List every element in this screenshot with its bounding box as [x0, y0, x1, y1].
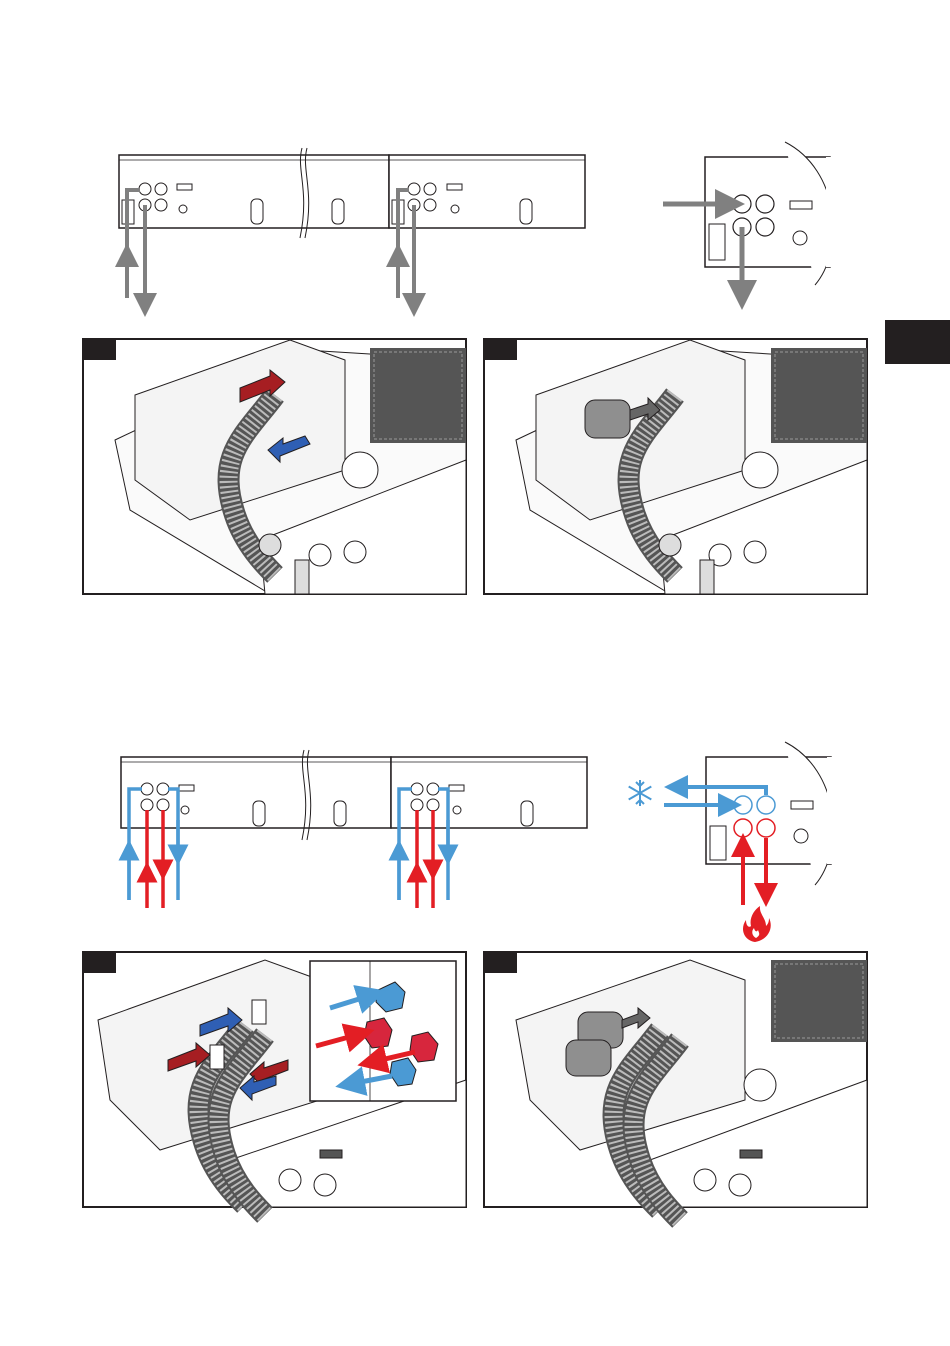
panel-number-badge — [484, 339, 517, 360]
valve-actuator-heating — [566, 1040, 611, 1076]
two-pipe-connection-detail — [663, 142, 846, 295]
panel-number-badge — [83, 339, 116, 360]
four-pipe-connection-detail — [664, 742, 847, 905]
four-pipe-connection-strip — [121, 750, 587, 908]
panel-number-badge — [83, 952, 116, 973]
valve-actuator — [585, 400, 630, 438]
unit-rear-panel — [389, 155, 585, 228]
flame-icon — [743, 906, 771, 942]
photo-panel-four-pipe-valves — [83, 952, 466, 1215]
photo-panel-valve-connection — [83, 339, 466, 594]
unit-rear-panel — [119, 155, 389, 228]
two-pipe-connection-strip — [119, 148, 585, 305]
snowflake-icon — [629, 780, 652, 806]
panel-number-badge — [484, 952, 517, 973]
photo-panel-actuator-mounted — [484, 339, 867, 594]
photo-panel-four-pipe-actuators — [484, 952, 867, 1220]
